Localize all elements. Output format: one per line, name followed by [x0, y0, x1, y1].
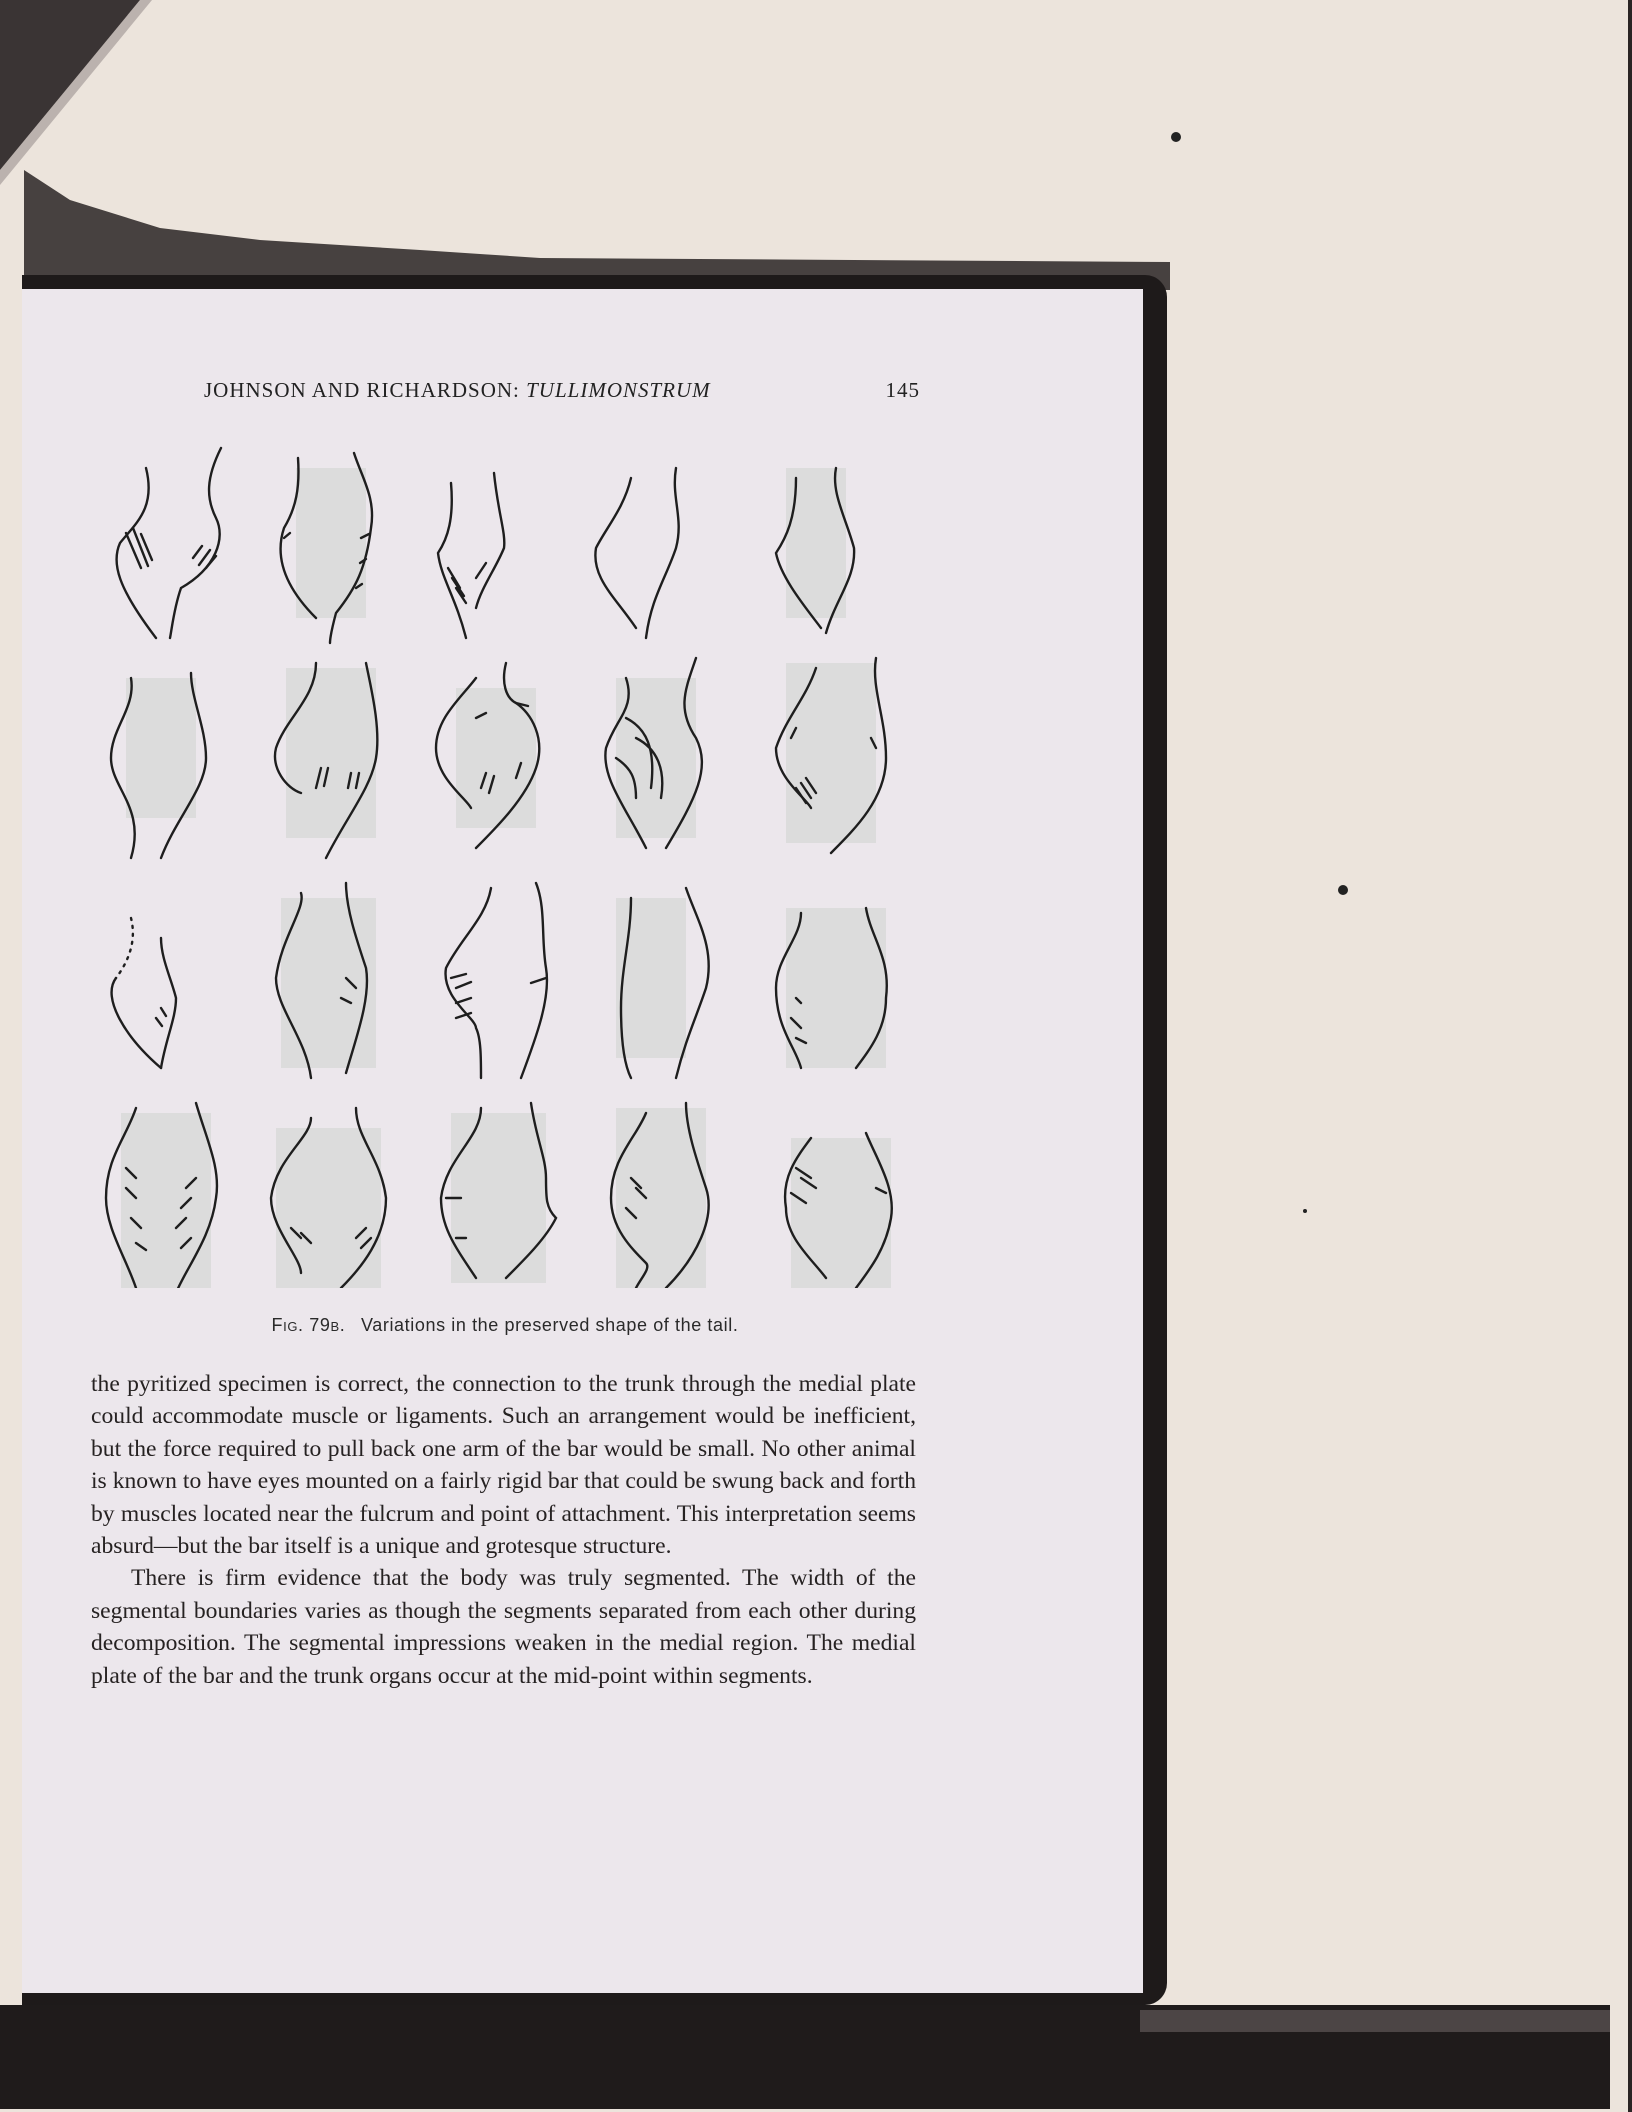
figure-label: Fig. 79b. [271, 1315, 346, 1335]
tail-outline-9 [605, 658, 702, 848]
tail-outline-3 [438, 473, 504, 638]
tail-outline-16 [106, 1103, 217, 1288]
tail-outline-12 [276, 883, 376, 1078]
body-text [91, 1368, 916, 1692]
tail-outline-5 [776, 468, 854, 633]
tail-outline-19 [611, 1103, 709, 1288]
tail-outline-10 [776, 658, 886, 853]
running-head-title: TULLIMONSTRUM [526, 378, 711, 402]
tail-outline-13 [446, 883, 547, 1078]
tail-outline-18 [441, 1103, 556, 1283]
figure-caption [90, 1315, 920, 1336]
tail-outline-1 [116, 448, 221, 638]
tail-outline-6 [111, 673, 206, 858]
paragraph: the pyritized specimen is correct, the connection to the trunk through the medial plate could accommodate muscle or ligaments. Such an arrangement would be inefficient, but the force required to pull back one arm of the bar would be small. No other animal is known to have eyes mounted on a fairly rigid bar that could be swung back and forth by muscles located near the fulcrum and point of attachment. This interpretation seems absurd—but the bar itself is a unique and grotesque structure. [91, 1371, 916, 1560]
tail-outline-20 [785, 1133, 892, 1288]
page-number: 145 [885, 378, 920, 402]
running-head [204, 378, 920, 403]
tail-outline-14 [616, 888, 709, 1078]
tail-outline-8 [436, 663, 539, 848]
figure-caption-text: Variations in the preserved shape of the tail. [360, 1315, 739, 1335]
tail-outline-15 [776, 908, 887, 1068]
tail-outline-11 [112, 918, 176, 1068]
tail-outline-17 [271, 1108, 386, 1288]
running-head-authors: JOHNSON AND RICHARDSON: [204, 378, 520, 402]
paragraph: There is firm evidence that the body was truly segmented. The width of the segmental boundaries varies as though the segments separated from each other during decomposition. The segmental impressions weaken in the medial region. The medial plate of the bar and the trunk organs occur at the mid-point within segments. [91, 1565, 916, 1689]
tail-outline-4 [595, 468, 678, 638]
tail-shape-figure [96, 438, 916, 1288]
tail-outline-7 [275, 663, 377, 858]
tail-outline-2 [281, 453, 373, 643]
